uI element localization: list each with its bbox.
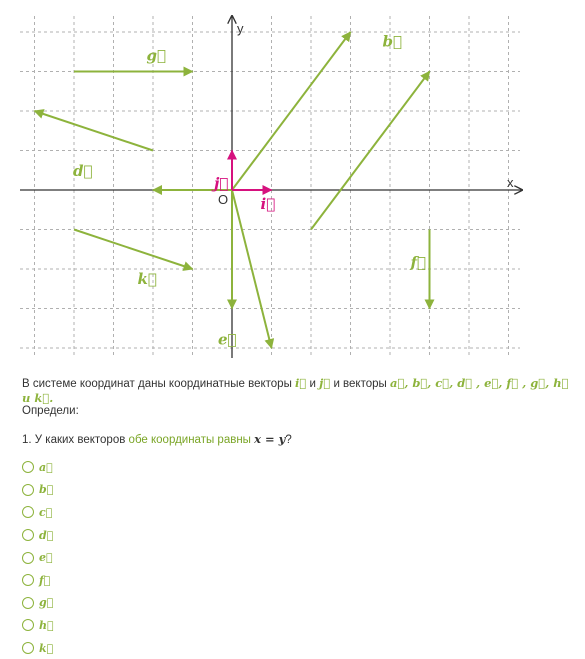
option-e[interactable]: [22, 546, 54, 569]
option-k[interactable]: [22, 637, 54, 659]
radio-e[interactable]: [22, 552, 34, 564]
option-label-d: d⃗: [39, 528, 54, 542]
vector-h: [35, 111, 154, 151]
radio-a[interactable]: [22, 461, 34, 473]
vector-label-k: k⃗: [137, 270, 157, 288]
intro-text: [22, 376, 572, 406]
question-highlight: обе координаты равны: [128, 434, 251, 446]
radio-d[interactable]: [22, 529, 34, 541]
option-d[interactable]: [22, 524, 54, 547]
vector-label-b: b⃗: [382, 32, 402, 51]
option-g[interactable]: [22, 592, 54, 615]
option-label-c: c⃗: [39, 505, 53, 519]
intro-prefix: В системе координат даны координатные векторы: [22, 378, 292, 390]
option-label-h: h⃗: [39, 618, 54, 632]
vector-label-i: i⃗: [260, 195, 276, 213]
option-f[interactable]: [22, 569, 54, 592]
origin-label: O: [218, 192, 229, 207]
vector-label-d: d⃗: [73, 162, 93, 180]
option-label-f: f⃗: [39, 573, 51, 587]
option-label-k: k⃗: [39, 641, 54, 655]
question-math: x = y: [254, 432, 286, 446]
option-b[interactable]: [22, 479, 54, 502]
grid: [20, 16, 520, 356]
x-axis-label: x: [507, 175, 514, 190]
vector-label-e: e⃗: [218, 330, 237, 349]
vector-label-j: j⃗: [214, 174, 229, 193]
and-vectors-text: и векторы: [333, 378, 387, 390]
y-axis-label: y: [237, 21, 244, 36]
radio-c[interactable]: [22, 506, 34, 518]
option-label-a: a⃗: [39, 460, 53, 474]
and-word: и: [309, 378, 316, 390]
option-c[interactable]: [22, 501, 54, 524]
unit-j-label: j⃗: [319, 376, 331, 390]
vector-label-f: f⃗: [410, 253, 426, 272]
option-a[interactable]: [22, 456, 54, 479]
answer-options: [22, 456, 54, 659]
prompt-text: Определи:: [22, 405, 79, 417]
radio-b[interactable]: [22, 484, 34, 496]
radio-f[interactable]: [22, 574, 34, 586]
question-prefix: 1. У каких векторов: [22, 434, 126, 446]
radio-k[interactable]: [22, 642, 34, 654]
vector-label-g: g⃗: [146, 46, 166, 65]
radio-g[interactable]: [22, 597, 34, 609]
option-label-b: b⃗: [39, 483, 54, 497]
option-h[interactable]: [22, 614, 54, 637]
vector-list: a⃗, b⃗, c⃗, d⃗ , e⃗, f⃗ , g⃗, h⃗ и k⃗.: [22, 376, 569, 405]
question-text: [22, 432, 292, 447]
vector-k: [74, 230, 193, 270]
question-suffix: ?: [285, 434, 292, 446]
option-label-e: e⃗: [39, 551, 53, 565]
unit-i-label: i⃗: [295, 376, 307, 390]
option-label-g: g⃗: [39, 596, 54, 610]
radio-h[interactable]: [22, 619, 34, 631]
vectors: [0, 0, 430, 372]
